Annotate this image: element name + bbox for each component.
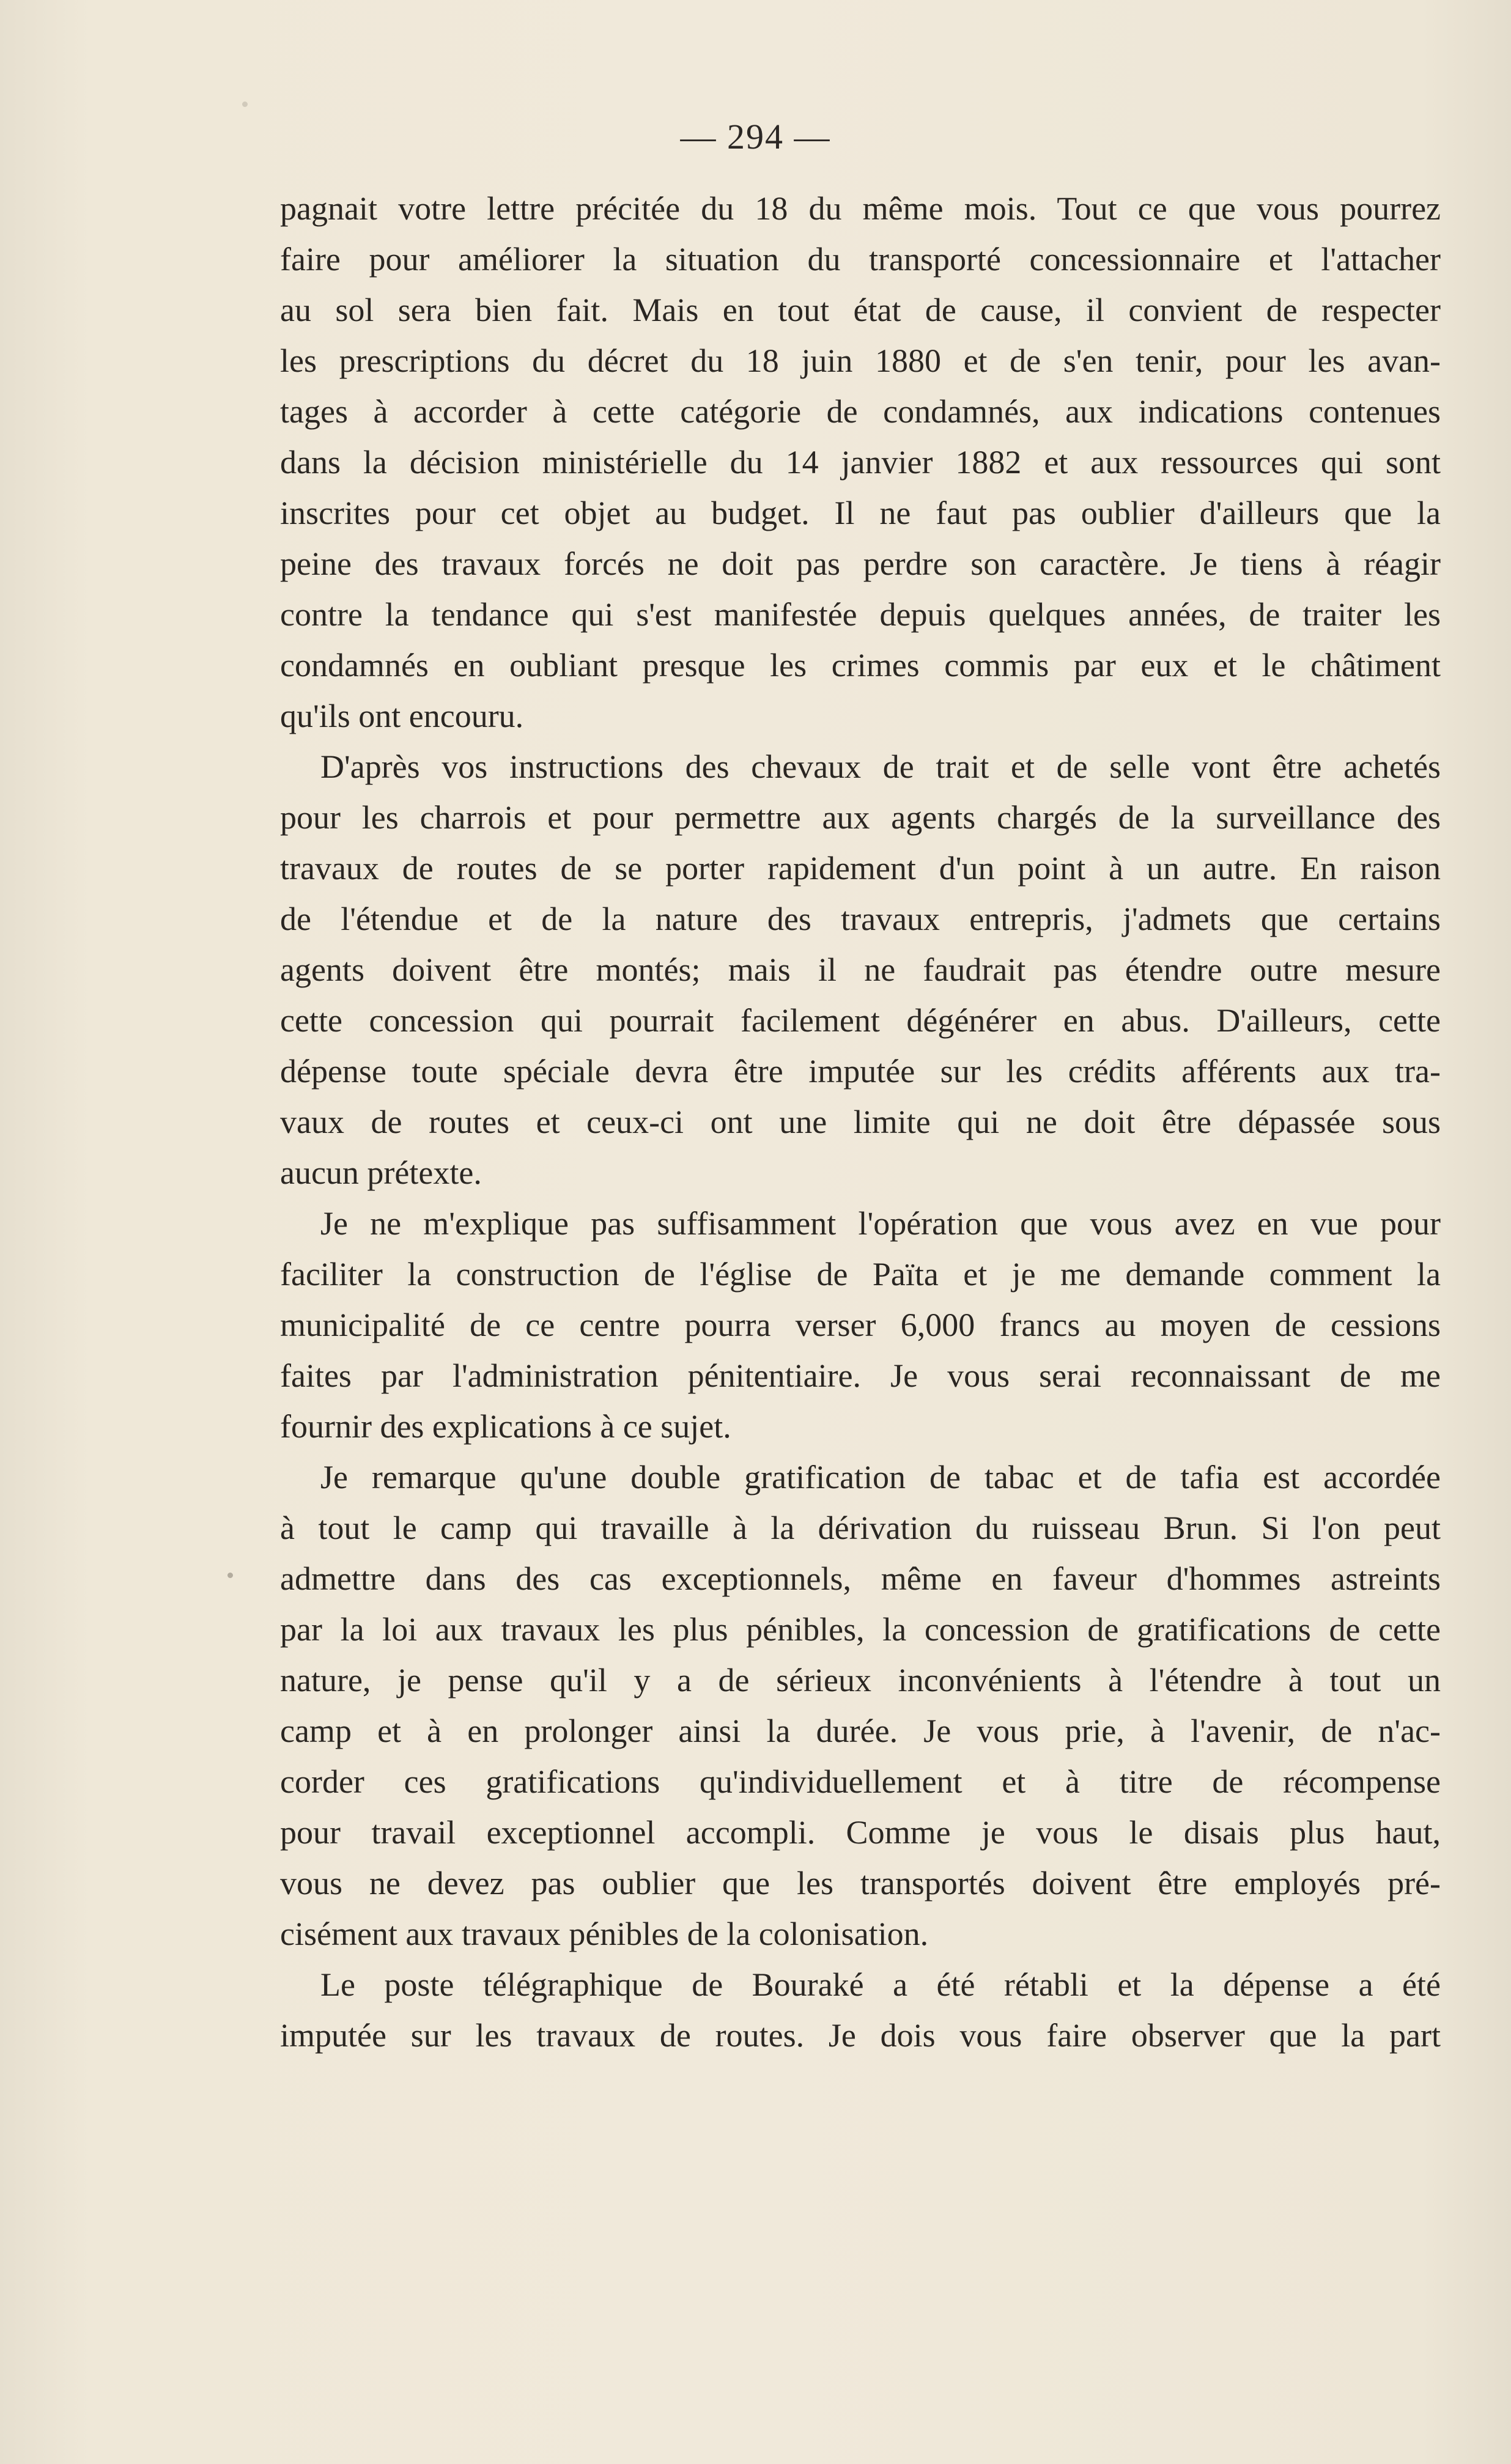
text-line: par la loi aux travaux les plus pénibles, la concession de gratifications de cette <box>280 1611 1441 1648</box>
text-line: de l'étendue et de la nature des travaux entrepris, j'admets que certains <box>280 901 1441 937</box>
body-text <box>280 183 1441 2061</box>
text-line: condamnés en oubliant presque les crimes commis par eux et le châtiment <box>280 647 1441 684</box>
text-line: admettre dans des cas exceptionnels, même en faveur d'hommes astreints <box>280 1560 1441 1597</box>
text-line: au sol sera bien fait. Mais en tout état de cause, il convient de respecter <box>280 292 1441 328</box>
text-line: cisément aux travaux pénibles de la colonisation. <box>280 1916 929 1952</box>
page-number: — 294 — <box>680 117 831 157</box>
text-line: pour travail exceptionnel accompli. Comme je vous le disais plus haut, <box>280 1814 1441 1851</box>
text-line: D'après vos instructions des chevaux de trait et de selle vont être achetés <box>320 748 1441 785</box>
paragraph <box>280 1960 1441 2061</box>
text-line: qu'ils ont encouru. <box>280 698 524 734</box>
text-line: Je ne m'explique pas suffisamment l'opération que vous avez en vue pour <box>320 1205 1441 1242</box>
text-line: dépense toute spéciale devra être imputée sur les crédits afférents aux tra- <box>280 1053 1441 1090</box>
text-line: Je remarque qu'une double gratification de tabac et de tafia est accordée <box>320 1459 1441 1496</box>
text-line: faire pour améliorer la situation du transporté concessionnaire et l'attacher <box>280 241 1441 278</box>
paragraph <box>280 1198 1441 1452</box>
paper-speck <box>227 1573 233 1578</box>
text-line: vous ne devez pas oublier que les transportés doivent être employés pré- <box>280 1865 1441 1901</box>
text-line: imputée sur les travaux de routes. Je dois vous faire observer que la part <box>280 2017 1441 2054</box>
paragraph <box>280 1452 1441 1960</box>
text-line: pagnait votre lettre précitée du 18 du même mois. Tout ce que vous pourrez <box>280 190 1441 227</box>
text-line: camp et à en prolonger ainsi la durée. Je vous prie, à l'avenir, de n'ac- <box>280 1713 1441 1749</box>
text-line: inscrites pour cet objet au budget. Il ne faut pas oublier d'ailleurs que la <box>280 495 1441 531</box>
text-line: à tout le camp qui travaille à la dérivation du ruisseau Brun. Si l'on peut <box>280 1510 1441 1546</box>
text-line: travaux de routes de se porter rapidement d'un point à un autre. En raison <box>280 850 1441 887</box>
text-line: corder ces gratifications qu'individuellement et à titre de récompense <box>280 1763 1441 1800</box>
text-line: agents doivent être montés; mais il ne faudrait pas étendre outre mesure <box>280 951 1441 988</box>
text-line: contre la tendance qui s'est manifestée depuis quelques années, de traiter les <box>280 596 1441 633</box>
text-line: aucun prétexte. <box>280 1154 482 1191</box>
text-line: les prescriptions du décret du 18 juin 1880 et de s'en tenir, pour les avan- <box>280 342 1441 379</box>
text-line: nature, je pense qu'il y a de sérieux inconvénients à l'étendre à tout un <box>280 1662 1441 1699</box>
text-line: vaux de routes et ceux-ci ont une limite qui ne doit être dépassée sous <box>280 1104 1441 1140</box>
text-line: pour les charrois et pour permettre aux agents chargés de la surveillance des <box>280 799 1441 836</box>
text-line: peine des travaux forcés ne doit pas perdre son caractère. Je tiens à réagir <box>280 545 1441 582</box>
text-line: fournir des explications à ce sujet. <box>280 1408 731 1445</box>
text-line: faciliter la construction de l'église de Païta et je me demande comment la <box>280 1256 1441 1293</box>
paragraph <box>280 183 1441 742</box>
text-line: municipalité de ce centre pourra verser 6,000 francs au moyen de cessions <box>280 1307 1441 1343</box>
paper-speck <box>242 101 248 107</box>
text-line: Le poste télégraphique de Bouraké a été rétabli et la dépense a été <box>320 1966 1441 2003</box>
paragraph <box>280 742 1441 1198</box>
text-line: dans la décision ministérielle du 14 janvier 1882 et aux ressources qui sont <box>280 444 1441 481</box>
text-line: tages à accorder à cette catégorie de condamnés, aux indications contenues <box>280 393 1441 430</box>
text-line: cette concession qui pourrait facilement dégénérer en abus. D'ailleurs, cette <box>280 1002 1441 1039</box>
text-line: faites par l'administration pénitentiaire. Je vous serai reconnaissant de me <box>280 1357 1441 1394</box>
